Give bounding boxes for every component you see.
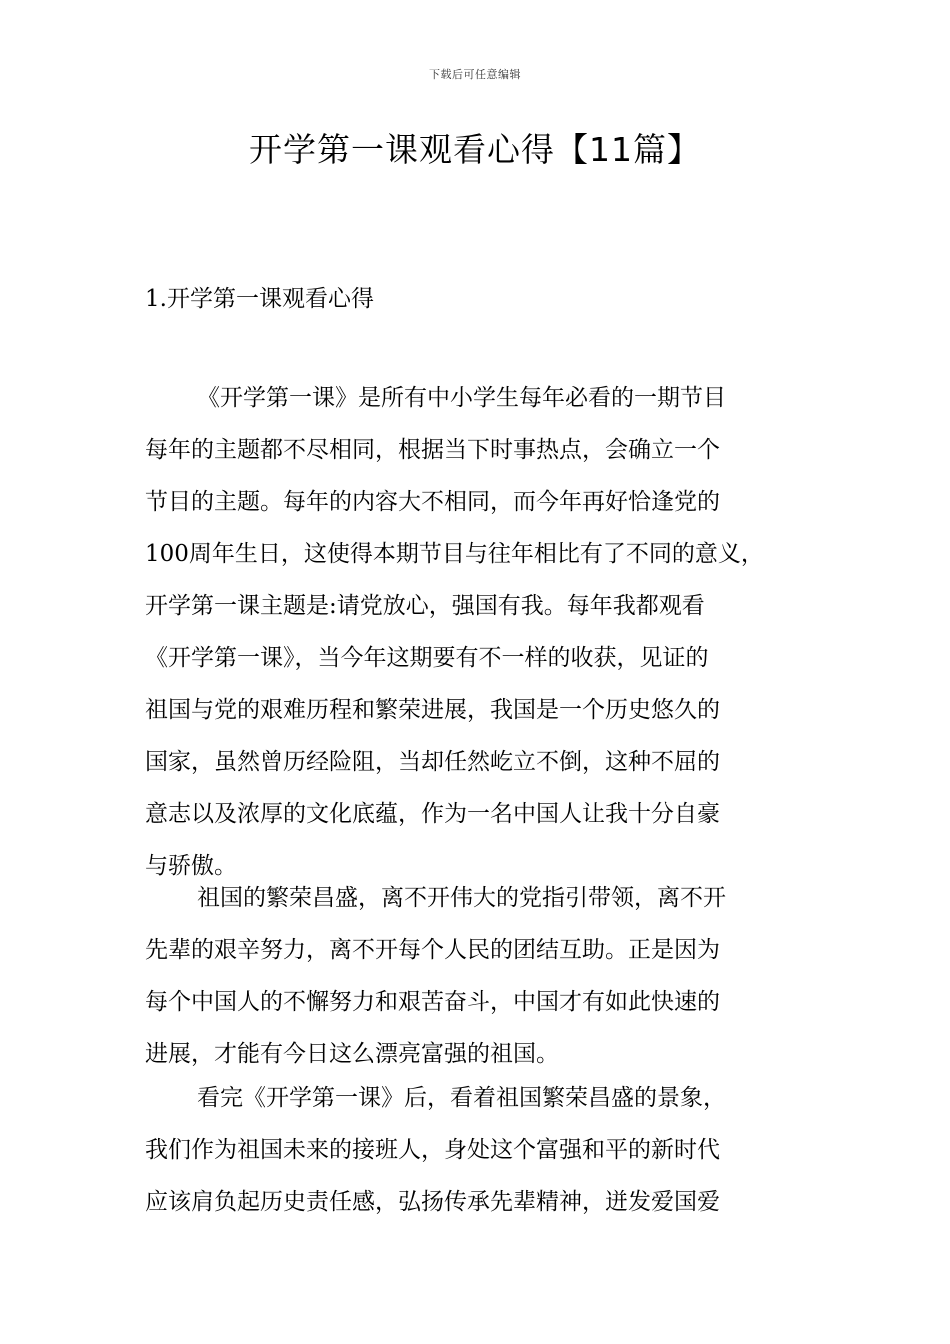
- paragraph-line: 与骄傲。: [145, 853, 237, 879]
- paragraph-line: 国家，虽然曾历经险阻，当却任然屹立不倒，这种不屈的: [145, 749, 720, 775]
- header-note: 下载后可任意编辑: [429, 68, 521, 81]
- paragraph-line: 开学第一课主题是:请党放心，强国有我。每年我都观看: [145, 593, 705, 619]
- paragraph-line: 每年的主题都不尽相同，根据当下时事热点，会确立一个: [145, 437, 720, 463]
- paragraph-line: 先辈的艰辛努力，离不开每个人民的团结互助。正是因为: [145, 937, 720, 963]
- paragraph-line: 《开学第一课》是所有中小学生每年必看的一期节目: [197, 385, 726, 411]
- paragraph-3: [145, 1072, 815, 1228]
- paragraph-line: 每个中国人的不懈努力和艰苦奋斗，中国才有如此快速的: [145, 989, 720, 1015]
- paragraph-line: 进展，才能有今日这么漂亮富强的祖国。: [145, 1041, 559, 1067]
- paragraph-line: 看完《开学第一课》后，看着祖国繁荣昌盛的景象，: [197, 1085, 726, 1111]
- document-title: 开学第一课观看心得【11篇】: [249, 130, 701, 169]
- paragraph-2: [145, 872, 815, 1080]
- paragraph-line: 《开学第一课》，当今年这期要有不一样的收获，见证的: [145, 645, 709, 671]
- paragraph-line: 我们作为祖国未来的接班人，身处这个富强和平的新时代: [145, 1137, 720, 1163]
- paragraph-line: 节目的主题。每年的内容大不相同，而今年再好恰逢党的: [145, 489, 720, 515]
- paragraph-line: 祖国的繁荣昌盛，离不开伟大的党指引带领，离不开: [197, 885, 726, 911]
- paragraph-line: 意志以及浓厚的文化底蕴，作为一名中国人让我十分自豪: [145, 801, 720, 827]
- paragraph-line: 祖国与党的艰难历程和繁荣进展，我国是一个历史悠久的: [145, 697, 720, 723]
- section-heading: 1.开学第一课观看心得: [145, 286, 374, 312]
- paragraph-1: [145, 372, 815, 892]
- paragraph-line: 100周年生日，这使得本期节目与往年相比有了不同的意义，: [145, 541, 764, 567]
- paragraph-line: 应该肩负起历史责任感，弘扬传承先辈精神，迸发爱国爱: [145, 1189, 720, 1215]
